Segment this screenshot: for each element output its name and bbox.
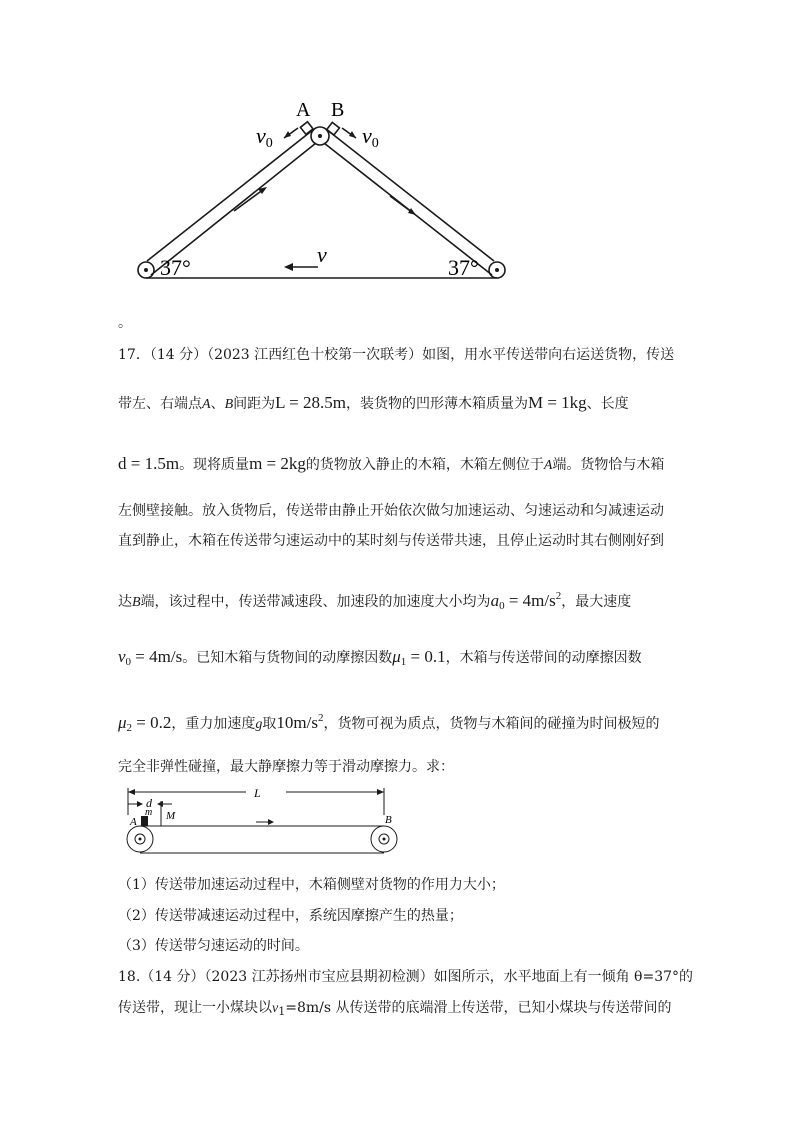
q17-line6: 达B端，该过程中，传送带减速段、加速段的加速度大小均为$a_0 = 4m/s^2$，最大速度	[118, 590, 632, 612]
v0-right-label: v0	[362, 123, 379, 151]
v-bottom-label: v	[317, 242, 327, 267]
q17-sub1: （1）传送带加速运动过程中，木箱侧壁对货物的作用力大小；	[118, 877, 505, 893]
q17-line5: 直到静止，木箱在传送带匀速运动中的某时刻与传送带共速，且停止运动时其右侧刚好到	[118, 533, 664, 549]
label-a: A	[296, 99, 311, 121]
horizontal-conveyor-figure	[0, 783, 800, 863]
q18-line2: 传送带，现让一小煤块以$v_1=8m/s$ 从传送带的底端滑上传送带，已知小煤块与传送带间的	[118, 1000, 672, 1018]
fig2-m-label: m	[145, 807, 153, 818]
q17-line4: 左侧壁接触。放入货物后，传送带由静止开始依次做匀加速运动、匀速运动和匀减速运动	[118, 503, 664, 519]
g-value: $10m/s^2$	[276, 712, 324, 732]
trailing-mark: 。	[118, 315, 132, 331]
v0-left-label: v0	[256, 123, 273, 151]
v0-equation: $v_0 = 4m/s$	[118, 647, 183, 668]
q17-line3: d = 1.5m。现将质量m = 2kg的货物放入静止的木箱，木箱左侧位于A端。货物恰与木箱	[118, 454, 665, 473]
L-equation: L = 28.5m	[275, 393, 346, 412]
angle-right-label: 37°	[448, 255, 479, 280]
q17-line9: 完全非弹性碰撞，最大静摩擦力等于滑动摩擦力。求：	[118, 759, 454, 775]
m-equation: m = 2kg	[249, 454, 306, 473]
fig2-A-label: A	[130, 816, 137, 828]
M-equation: M = 1kg	[527, 393, 587, 412]
conveyor-incline-figure	[0, 0, 800, 300]
q17-line7: $v_0 = 4m/s$。已知木箱与货物间的动摩擦因数$\mu_1 = 0.1$，木箱与传送带间的动摩擦因数	[118, 647, 642, 668]
label-b: B	[331, 99, 345, 121]
fig2-M-label: M	[166, 810, 176, 822]
right-slope-belt	[326, 129, 494, 261]
left-slope-belt	[147, 129, 314, 261]
angle-left-label: 37°	[160, 255, 191, 280]
q17-sub2: （2）传送带减速运动过程中，系统因摩擦产生的热量；	[118, 908, 463, 924]
q17-line2: 带左、右端点A、B间距为L = 28.5m，装货物的凹形薄木箱质量为M = 1kg、长度	[118, 393, 629, 412]
mu2-equation: $\mu_2 = 0.2$	[118, 713, 172, 734]
a0-equation: $a_0 = 4m/s^2$	[490, 590, 562, 612]
q17-line8: $\mu_2 = 0.2$，重力加速度g取$10m/s^2$，货物可视为质点，货物与木箱间的碰撞为时间极短的	[118, 712, 660, 734]
q17-line1: 17．（14 分）（2023 江西红色十校第一次联考）如图，用水平传送带向右运送货物，传送	[118, 347, 675, 363]
mu1-equation: $\mu_1 = 0.1$	[392, 647, 446, 668]
fig2-d-label: d	[146, 796, 152, 810]
fig2-B-label: B	[385, 814, 392, 826]
fig2-L-label: L	[254, 786, 261, 800]
q17-sub3: （3）传送带匀速运动的时间。	[118, 938, 309, 954]
q18-line1: 18.（14 分）（2023 江苏扬州市宝应县期初检测）如图所示，水平地面上有一倾角 θ=37°的	[118, 969, 694, 985]
d-equation: d = 1.5m	[118, 454, 180, 473]
